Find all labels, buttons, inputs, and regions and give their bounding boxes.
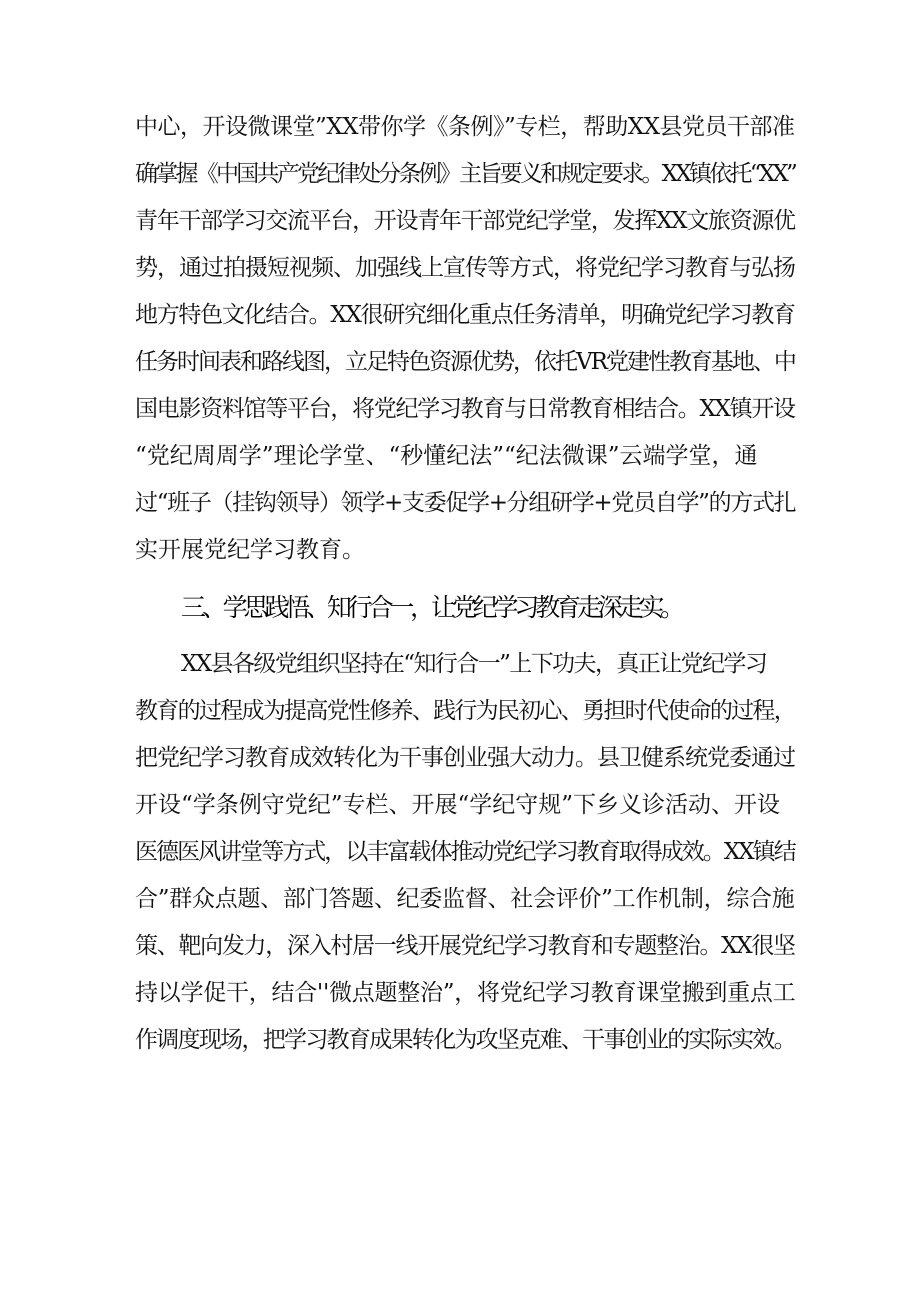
paragraph-line: 作调度现场，把学习教育成果转化为攻坚克难、干事创业的实际实效。 xyxy=(135,1027,796,1053)
paragraph-line: 青年干部学习交流平台，开设青年干部党纪学堂，发挥XX文旅资源优 xyxy=(135,208,795,234)
paragraph-line: 地方特色文化结合。XX很研究细化重点任务清单，明确党纪学习教育 xyxy=(135,302,795,328)
paragraph-line: “党纪周周学”理论学堂、“秒懂纪法”“纪法微课”云端学堂，通 xyxy=(135,443,758,469)
paragraph-line: 实开展党纪学习教育。 xyxy=(135,537,365,563)
paragraph-line: 合”群众点题、部门答题、纪委监督、社会评价”工作机制，综合施 xyxy=(135,886,795,912)
paragraph-line: 策、靶向发力，深入村居一线开展党纪学习教育和专题整治。XX很坚 xyxy=(135,933,795,959)
paragraph-line: 确掌握《中国共产党纪律处分条例》主旨要义和规定要求。XX镇依托“XX” xyxy=(135,161,796,187)
paragraph-line: XX县各级党组织坚持在“知行合一”上下功夫，真正让党纪学习 xyxy=(181,651,767,677)
paragraph-line: 医德医风讲堂等方式，以丰富载体推动党纪学习教育取得成效。XX镇结 xyxy=(135,839,795,865)
paragraph-line: 势，通过拍摄短视频、加强线上宣传等方式，将党纪学习教育与弘扬 xyxy=(135,255,795,281)
paragraph-line: 开设“学条例守党纪”专栏、开展“学纪守规”下乡义诊活动、开设 xyxy=(135,792,781,818)
paragraph-line: 教育的过程成为提高党性修养、践行为民初心、勇担时代使命的过程， xyxy=(135,698,796,724)
section-heading: 三、学思践悟、知行合一，让党纪学习教育走深走实。 xyxy=(181,593,682,622)
paragraph-line: 中心，开设微课堂”XX带你学《条例》”专栏，帮助XX县党员干部准 xyxy=(135,114,795,140)
paragraph-line: 持以学促干，结合''微点题整治”，将党纪学习教育课堂搬到重点工 xyxy=(135,980,796,1006)
paragraph-line: 把党纪学习教育成效转化为干事创业强大动力。县卫健系统党委通过 xyxy=(135,745,795,771)
paragraph-line: 过“班子（挂钩领导）领学+支委促学+分组研学+党员自学”的方式扎 xyxy=(135,490,796,516)
paragraph-line: 国电影资料馆等平台，将党纪学习教育与日常教育相结合。XX镇开设 xyxy=(135,396,795,422)
paragraph-line: 任务时间表和路线图，立足特色资源优势，依托VR党建性教育基地、中 xyxy=(135,349,795,375)
